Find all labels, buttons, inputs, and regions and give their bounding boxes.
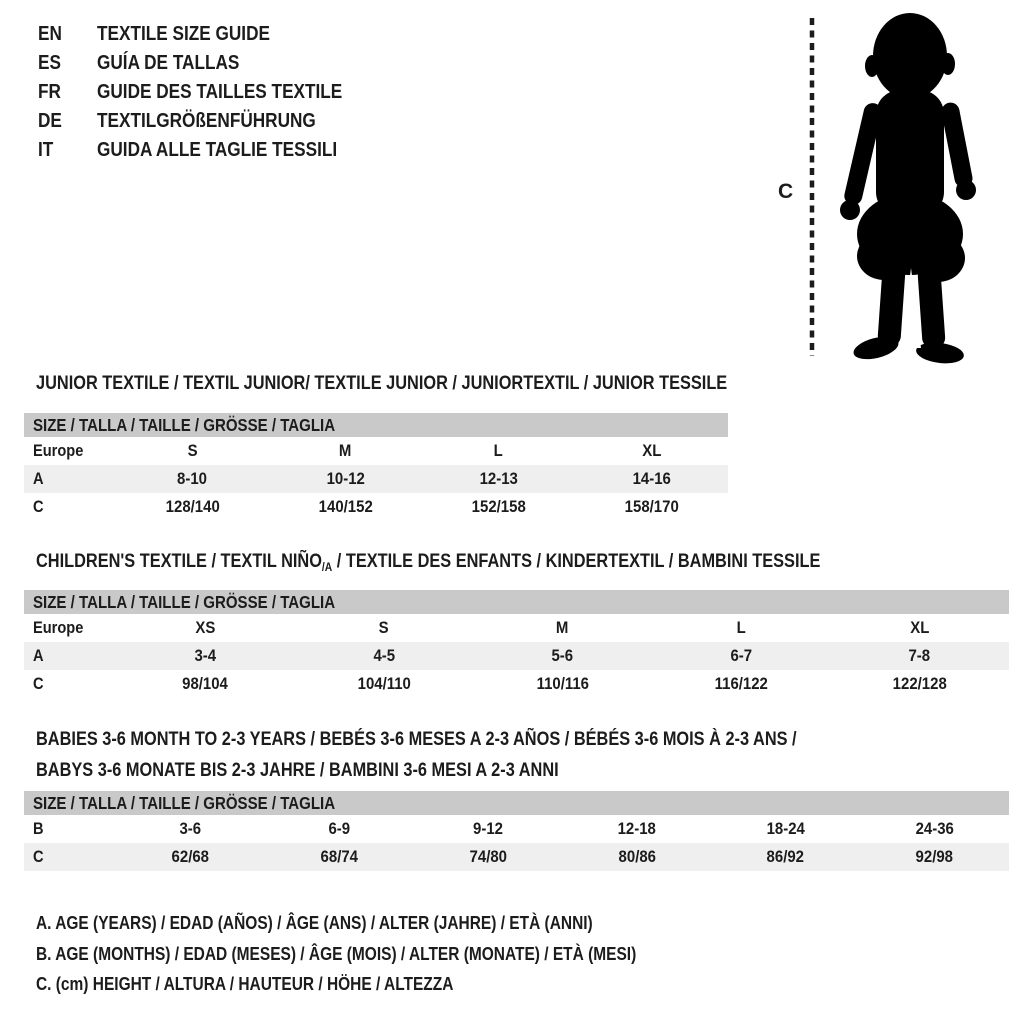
- guide-title-it: GUIDA ALLE TAGLIE TESSILI: [97, 139, 338, 161]
- language-row-es: [38, 49, 382, 78]
- language-code: [38, 110, 97, 133]
- height-cell: 116/122: [714, 674, 768, 693]
- language-code-label: ES: [38, 52, 61, 74]
- junior-section-title: [36, 368, 840, 399]
- height-cell: 152/158: [471, 497, 526, 516]
- table-row-height: [24, 670, 1009, 698]
- size-cell: M: [339, 441, 352, 460]
- age-cell: 14-16: [632, 469, 671, 488]
- height-cell: 86/92: [767, 847, 805, 866]
- age-cell: 18-24: [766, 819, 805, 838]
- height-cell: 140/152: [318, 497, 373, 516]
- height-cell: 98/104: [182, 674, 229, 693]
- row-label: C: [33, 497, 44, 516]
- toddler-silhouette: [758, 4, 1014, 370]
- age-cell: 7-8: [908, 646, 931, 665]
- size-cell: XS: [195, 618, 216, 637]
- language-title-list: [38, 20, 382, 165]
- table-header-bar: [24, 590, 1009, 614]
- age-cell: 12-18: [617, 819, 657, 838]
- table-row-europe: [24, 437, 728, 465]
- size-cell: S: [378, 618, 389, 637]
- size-cell: L: [493, 441, 504, 460]
- guide-title-fr: GUIDE DES TAILLES TEXTILE: [97, 81, 343, 103]
- height-cell: 68/74: [320, 847, 358, 866]
- row-label: Europe: [33, 441, 84, 460]
- age-cell: 12-13: [479, 469, 518, 488]
- age-cell: 6-9: [328, 819, 351, 838]
- height-cell: 122/128: [892, 674, 947, 693]
- table-row-height: [24, 493, 728, 521]
- language-code-label: DE: [38, 110, 62, 132]
- row-label: A: [33, 646, 44, 665]
- table-row-age: [24, 465, 728, 493]
- size-cell: S: [187, 441, 198, 460]
- age-cell: 10-12: [326, 469, 365, 488]
- height-cell: 80/86: [618, 847, 656, 866]
- height-label-c: C: [778, 180, 794, 203]
- language-code-label: EN: [38, 23, 62, 45]
- language-row-fr: [38, 78, 382, 107]
- size-cell: XL: [910, 618, 930, 637]
- age-cell: 5-6: [551, 646, 574, 665]
- children-size-table: [24, 590, 1009, 698]
- height-cell: 158/170: [624, 497, 679, 516]
- junior-size-table: [24, 413, 728, 521]
- babies-section-title: [36, 724, 920, 786]
- table-header-bar: [24, 413, 728, 437]
- junior-section-title-text: JUNIOR TEXTILE / TEXTIL JUNIOR/ TEXTILE JUNIOR / JUNIORTEXTIL / JUNIOR TESSILE: [36, 373, 728, 394]
- row-label: C: [33, 847, 44, 866]
- babies-title-line1: BABIES 3-6 MONTH TO 2-3 YEARS / BEBÉS 3-6 MESES A 2-3 AÑOS / BÉBÉS 3-6 MOIS À 2-3 ANS /: [36, 729, 797, 750]
- age-cell: 9-12: [473, 819, 504, 838]
- babies-title-line2: BABYS 3-6 MONATE BIS 2-3 JAHRE / BAMBINI 3-6 MESI A 2-3 ANNI: [36, 760, 559, 781]
- age-cell: 3-4: [194, 646, 217, 665]
- size-cell: L: [736, 618, 746, 637]
- language-code: [38, 23, 97, 46]
- height-cell: 92/98: [915, 847, 954, 866]
- language-code-label: IT: [38, 139, 54, 161]
- table-row-age: [24, 642, 1009, 670]
- guide-title-en: TEXTILE SIZE GUIDE: [97, 23, 270, 45]
- row-label: C: [33, 674, 44, 693]
- language-row-en: [38, 20, 382, 49]
- children-section-title-text: CHILDREN'S TEXTILE / TEXTIL $NIÑO_{/A}$ / TEXTILE DES ENFANTS / KINDERTEXTIL / BAMBINI TESSILE: [36, 551, 821, 574]
- size-cell: M: [556, 618, 569, 637]
- legend-line-a: A. AGE (YEARS) / EDAD (AÑOS) / ÂGE (ANS) / ALTER (JAHRE) / ETÀ (ANNI): [36, 913, 593, 933]
- height-measure-figure: [758, 4, 1014, 370]
- legend-line-c: C. (cm) HEIGHT / ALTURA / HAUTEUR / HÖHE / ALTEZZA: [36, 974, 454, 994]
- language-row-it: [38, 136, 382, 165]
- table-header-label: SIZE / TALLA / TAILLE / GRÖSSE / TAGLIA: [33, 591, 336, 612]
- height-cell: 104/110: [357, 674, 411, 693]
- language-code-label: FR: [38, 81, 61, 103]
- row-label: A: [33, 469, 44, 488]
- table-header-label: SIZE / TALLA / TAILLE / GRÖSSE / TAGLIA: [33, 414, 336, 435]
- age-cell: 8-10: [177, 469, 208, 488]
- table-header-label: SIZE / TALLA / TAILLE / GRÖSSE / TAGLIA: [33, 792, 336, 813]
- table-row-europe: [24, 614, 1009, 642]
- guide-title-es: GUÍA DE TALLAS: [97, 52, 240, 74]
- age-cell: 24-36: [915, 819, 954, 838]
- babies-size-table: [24, 791, 1009, 871]
- height-cell: 62/68: [171, 847, 210, 866]
- height-cell: 74/80: [469, 847, 507, 866]
- table-row-age-months: [24, 815, 1009, 843]
- guide-title-de: TEXTILGRÖßENFÜHRUNG: [97, 110, 316, 132]
- row-label: Europe: [33, 618, 84, 637]
- children-section-title: [36, 546, 948, 583]
- legend-line-b: B. AGE (MONTHS) / EDAD (MESES) / ÂGE (MOIS) / ALTER (MONATE) / ETÀ (MESI): [36, 943, 637, 964]
- age-cell: 4-5: [373, 646, 395, 665]
- title-subscript: /A: [321, 560, 333, 574]
- language-code: [38, 81, 97, 104]
- language-code: [38, 139, 97, 162]
- age-cell: 6-7: [730, 646, 752, 665]
- height-cell: 128/140: [165, 497, 220, 516]
- table-row-height: [24, 843, 1009, 871]
- language-code: [38, 52, 97, 75]
- language-row-de: [38, 107, 382, 136]
- row-label: B: [33, 819, 44, 838]
- abbreviation-legend: [36, 908, 734, 1000]
- age-cell: 3-6: [179, 819, 202, 838]
- size-cell: XL: [641, 441, 662, 460]
- height-cell: 110/116: [536, 674, 589, 693]
- table-header-bar: [24, 791, 1009, 815]
